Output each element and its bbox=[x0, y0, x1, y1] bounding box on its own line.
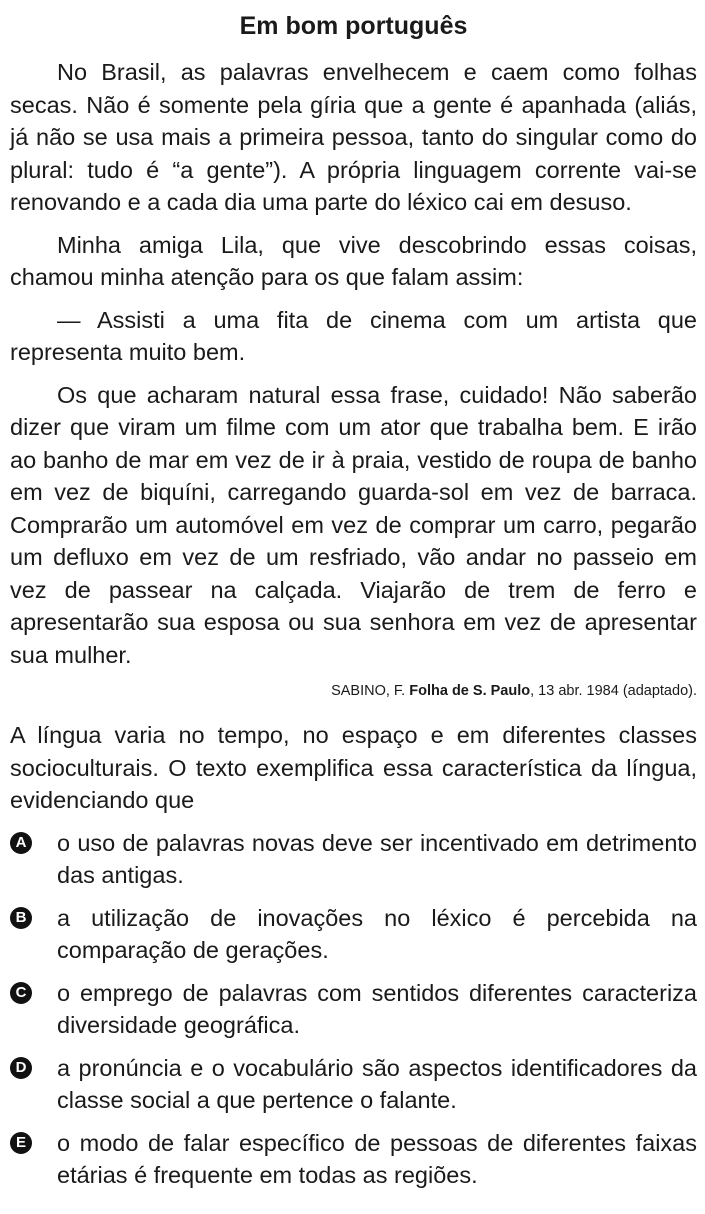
option-c-letter-badge: C bbox=[10, 982, 32, 1004]
text-paragraph-4: Os que acharam natural essa frase, cuidado! Não saberão dizer que viram um filme com um ator que trabalha bem. E irão ao banho de mar em vez de ir à praia, vestido de roupa de banho em vez de biquíni, carregando guarda-sol em vez de barraca. Comprarão um automóvel em vez de comprar um carro, pegarão um defluxo em vez de um resfriado, vão andar no passeio em vez de passear na calçada. Viajarão de trem de ferro e apresentarão sua esposa ou sua senhora em vez de apresentar sua mulher. bbox=[10, 381, 697, 668]
option-c[interactable] bbox=[10, 977, 697, 1042]
option-e-text: o modo de falar específico de pessoas de diferentes faixas etárias é frequente em todas as regiões. bbox=[57, 1129, 697, 1188]
option-c-text: o emprego de palavras com sentidos diferentes caracteriza diversidade geográfica. bbox=[57, 979, 697, 1038]
option-a-text: o uso de palavras novas deve ser incentivado em detrimento das antigas. bbox=[57, 829, 697, 888]
option-a[interactable] bbox=[10, 827, 697, 892]
option-d[interactable] bbox=[10, 1052, 697, 1117]
option-e-letter-badge: E bbox=[10, 1132, 32, 1154]
document-page bbox=[10, 6, 697, 1202]
text-paragraph-2: Minha amiga Lila, que vive descobrindo essas coisas, chamou minha atenção para os que falam assim: bbox=[10, 231, 697, 290]
text-paragraph-3: — Assisti a uma fita de cinema com um artista que representa muito bem. bbox=[10, 306, 697, 365]
option-a-letter-badge: A bbox=[10, 832, 32, 854]
source-publication: Folha de S. Paulo bbox=[409, 683, 531, 699]
source-citation bbox=[10, 681, 697, 701]
question-stem: A língua varia no tempo, no espaço e em diferentes classes socioculturais. O texto exemplifica essa característica da língua, evidenciando que bbox=[10, 722, 697, 813]
source-details: , 13 abr. 1984 (adaptado). bbox=[530, 683, 697, 699]
text-title: Em bom português bbox=[239, 12, 468, 40]
option-b[interactable] bbox=[10, 902, 697, 967]
option-d-text: a pronúncia e o vocabulário são aspectos identificadores da classe social a que pertence o falante. bbox=[57, 1054, 697, 1113]
option-d-letter-badge: D bbox=[10, 1057, 32, 1079]
source-author: SABINO, F. bbox=[331, 683, 406, 699]
option-b-text: a utilização de inovações no léxico é percebida na comparação de gerações. bbox=[57, 904, 697, 963]
option-b-letter-badge: B bbox=[10, 907, 32, 929]
text-paragraph-1: No Brasil, as palavras envelhecem e caem como folhas secas. Não é somente pela gíria que a gente é apanhada (aliás, já não se usa mais a primeira pessoa, tanto do singular como do plural: tudo é “a gente”). A própria linguagem corrente vai-se renovando e a cada dia uma parte do léxico cai em desuso. bbox=[10, 59, 697, 215]
option-e[interactable] bbox=[10, 1127, 697, 1192]
